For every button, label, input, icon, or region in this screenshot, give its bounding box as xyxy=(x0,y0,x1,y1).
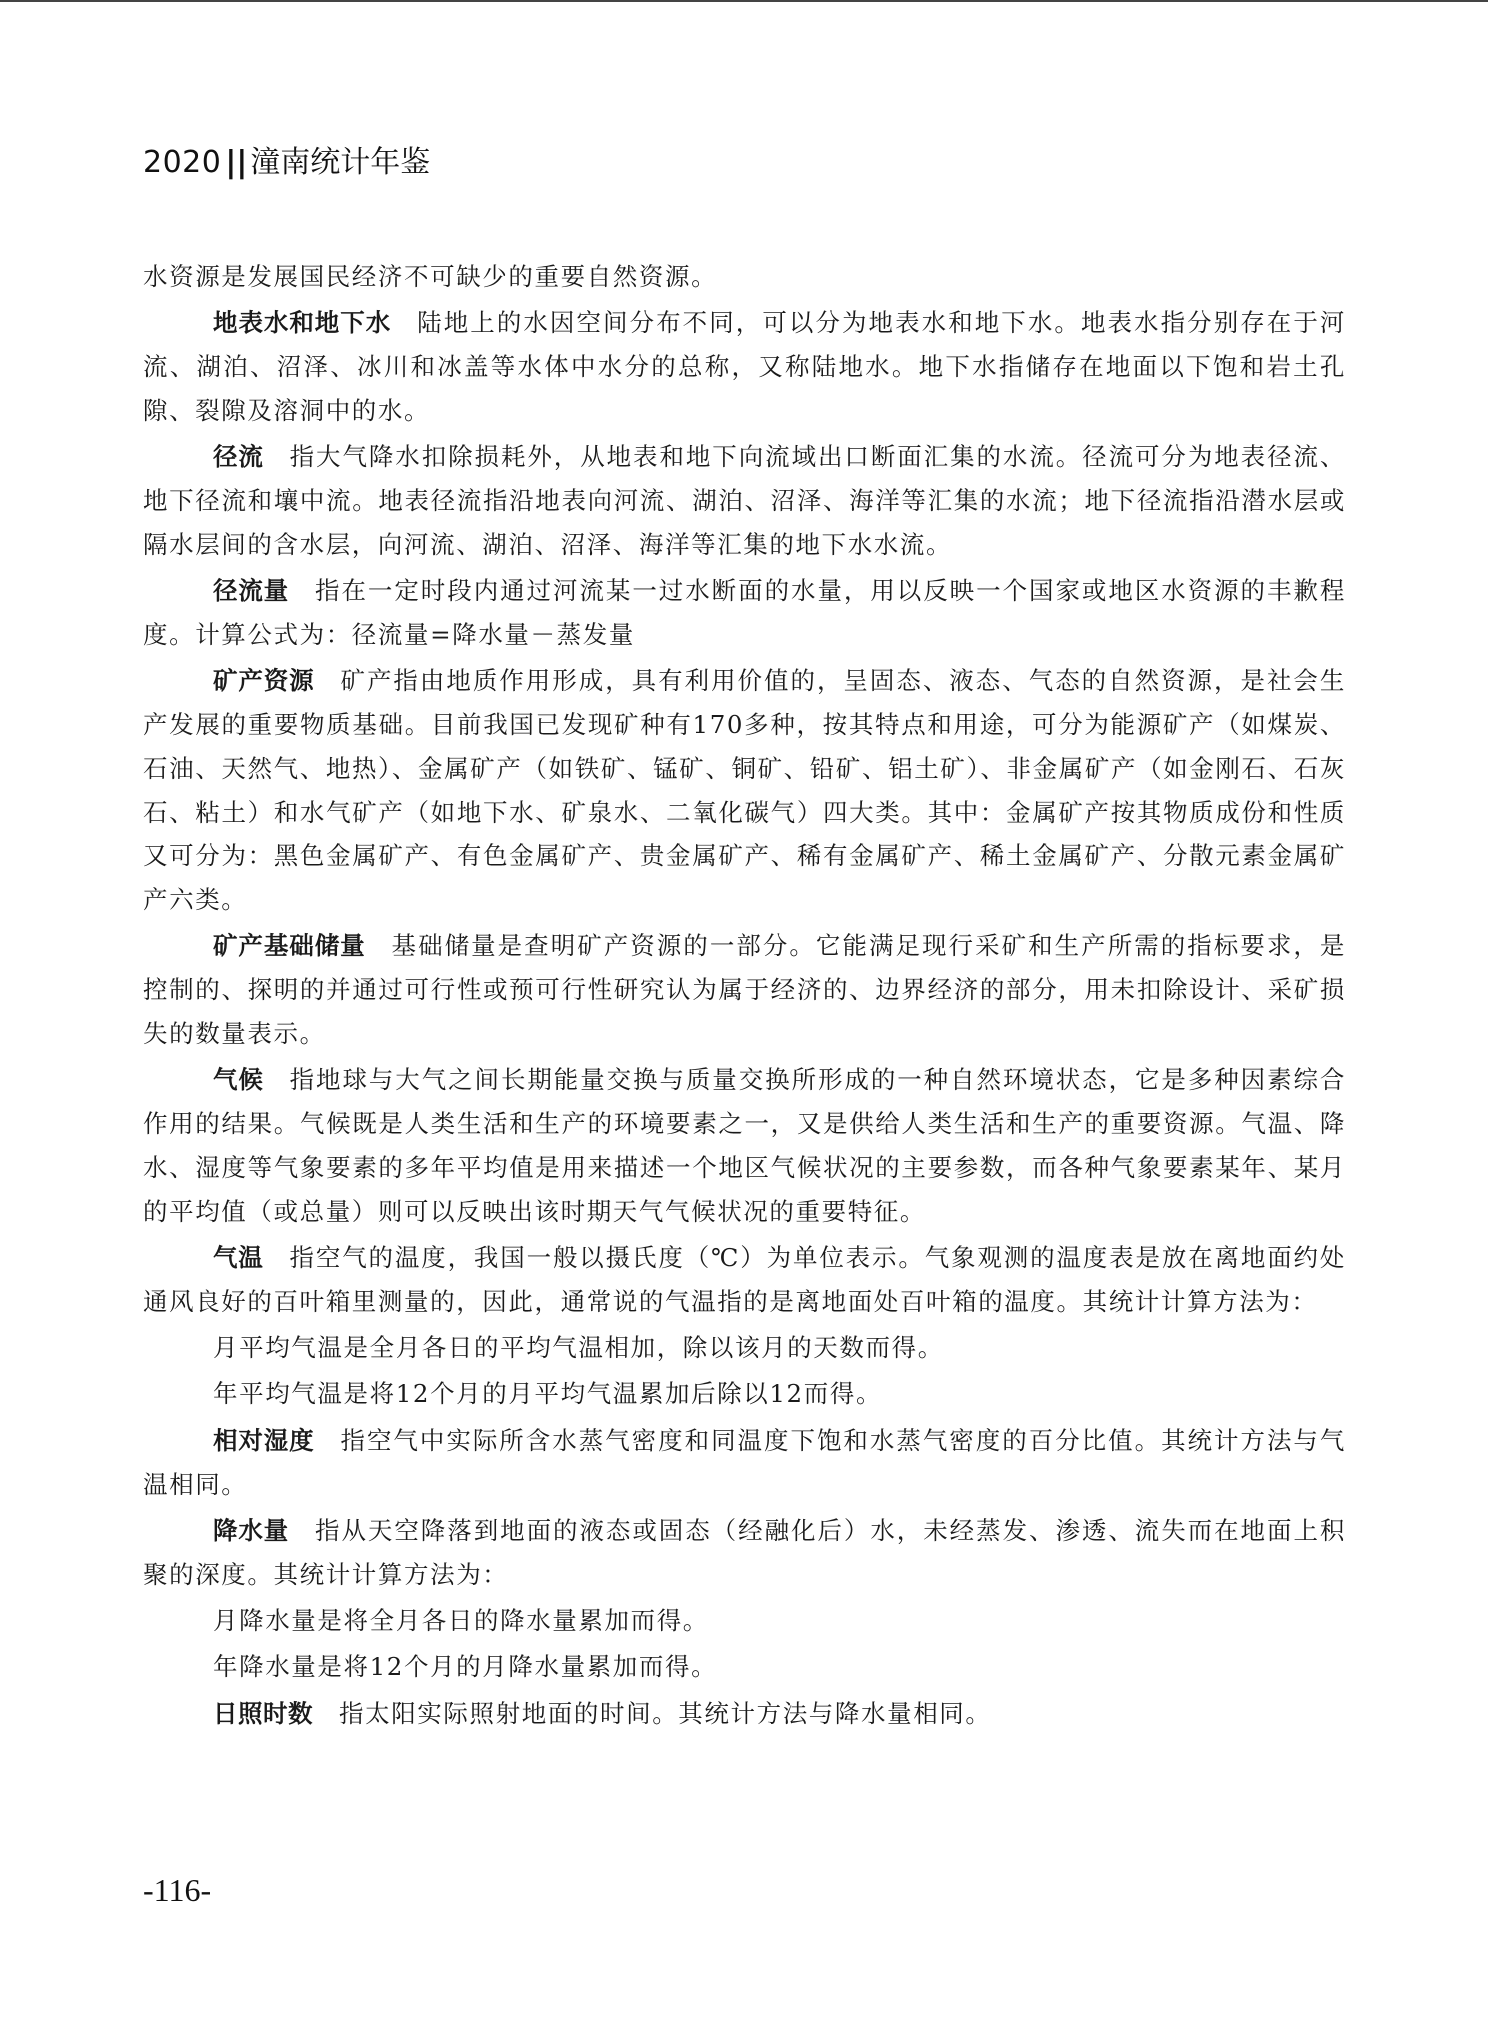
paragraph-climate xyxy=(143,1058,1346,1233)
paragraph-text: 指地球与大气之间长期能量交换与质量交换所形成的一种自然环境状态，它是多种因素综合作用的结果。气候既是人类生活和生产的环境要素之一，又是供给人类生活和生产的重要资源。气温、降水、湿度等气象要素的多年平均值是用来描述一个地区气候状况的主要参数，而各种气象要素某年、某月的平均值（或总量）则可以反映出该时期天气气候状况的重要特征。 xyxy=(143,1065,1347,1226)
paragraph-annual-precipitation xyxy=(143,1645,1346,1689)
term-heading: 径流量 xyxy=(213,576,290,606)
paragraph-text: 月平均气温是全月各日的平均气温相加，除以该月的天数而得。 xyxy=(213,1333,944,1363)
body-text xyxy=(143,255,1346,1738)
paragraph-runoff-volume xyxy=(143,569,1346,657)
header-year: 2020 xyxy=(143,145,222,180)
paragraph-mineral-resources xyxy=(143,659,1346,922)
paragraph-monthly-precipitation xyxy=(143,1599,1346,1643)
paragraph-annual-mean-temperature xyxy=(143,1372,1346,1416)
term-heading: 日照时数 xyxy=(213,1698,313,1728)
paragraph-text: 基础储量是查明矿产资源的一部分。它能满足现行采矿和生产所需的指标要求，是控制的、探明的并通过可行性或预可行性研究认为属于经济的、边界经济的部分，用未扣除设计、采矿损失的数量表示。 xyxy=(143,931,1346,1049)
paragraph-water-resource-conclusion xyxy=(143,255,1346,299)
term-heading: 相对湿度 xyxy=(213,1425,315,1455)
paragraph-runoff xyxy=(143,435,1346,566)
term-heading: 气温 xyxy=(213,1243,264,1273)
page-number: -116- xyxy=(143,1872,212,1908)
paragraph-monthly-mean-temperature xyxy=(143,1326,1346,1370)
term-heading: 地表水和地下水 xyxy=(213,308,392,338)
header-title: 潼南统计年鉴 xyxy=(250,145,431,180)
paragraph-text: 指空气中实际所含水蒸气密度和同温度下饱和水蒸气密度的百分比值。其统计方法与气温相同。 xyxy=(143,1425,1346,1499)
paragraph-text: 指在一定时段内通过河流某一过水断面的水量，用以反映一个国家或地区水资源的丰歉程度。计算公式为：径流量=降水量－蒸发量 xyxy=(143,576,1346,649)
paragraph-text: 矿产指由地质作用形成，具有利用价值的，呈固态、液态、气态的自然资源，是社会生产发展的重要物质基础。目前我国已发现矿种有170多种，按其特点和用途，可分为能源矿产（如煤炭、石油、天然气、地热）、金属矿产（如铁矿、锰矿、铜矿、铅矿、铝土矿）、非金属矿产（如金刚石、石灰石、粘土）和水气矿产（如地下水、矿泉水、二氧化碳气）四大类。其中：金属矿产按其物质成份和性质又可分为：黑色金属矿产、有色金属矿产、贵金属矿产、稀有金属矿产、稀土金属矿产、分散元素金属矿产六类。 xyxy=(143,666,1346,915)
term-heading: 矿产资源 xyxy=(213,666,315,696)
running-header xyxy=(143,143,430,183)
paragraph-text: 指空气的温度，我国一般以摄氏度（℃）为单位表示。气象观测的温度表是放在离地面约处通风良好的百叶箱里测量的，因此，通常说的气温指的是离地面处百叶箱的温度。其统计计算方法为： xyxy=(143,1243,1347,1316)
term-heading: 径流 xyxy=(213,442,264,472)
term-heading: 气候 xyxy=(213,1065,264,1095)
paragraph-text: 指太阳实际照射地面的时间。其统计方法与降水量相同。 xyxy=(339,1698,992,1728)
paragraph-text: 水资源是发展国民经济不可缺少的重要自然资源。 xyxy=(143,262,718,291)
paragraph-sunshine-hours xyxy=(143,1692,1346,1736)
paragraph-text: 年降水量是将12个月的月降水量累加而得。 xyxy=(213,1652,718,1682)
paragraph-text: 指从天空降落到地面的液态或固态（经融化后）水，未经蒸发、渗透、流失而在地面上积聚的深度。其统计计算方法为： xyxy=(143,1515,1346,1589)
term-heading: 降水量 xyxy=(213,1515,290,1545)
term-heading: 矿产基础储量 xyxy=(213,931,366,961)
header-separator: || xyxy=(225,145,248,180)
paragraph-text: 陆地上的水因空间分布不同，可以分为地表水和地下水。地表水指分别存在于河流、湖泊、沼泽、冰川和冰盖等水体中水分的总称，又称陆地水。地下水指储存在地面以下饱和岩土孔隙、裂隙及溶洞中的水。 xyxy=(143,308,1347,425)
top-border-rule xyxy=(0,0,1488,2)
paragraph-air-temperature xyxy=(143,1236,1346,1324)
paragraph-precipitation xyxy=(143,1509,1346,1597)
paragraph-mineral-base-reserves xyxy=(143,924,1346,1055)
paragraph-relative-humidity xyxy=(143,1419,1346,1507)
paragraph-text: 年平均气温是将12个月的月平均气温累加后除以12而得。 xyxy=(213,1379,883,1409)
paragraph-text: 指大气降水扣除损耗外，从地表和地下向流域出口断面汇集的水流。径流可分为地表径流、地下径流和壤中流。地表径流指沿地表向河流、湖泊、沼泽、海洋等汇集的水流；地下径流指沿潜水层或隔水层间的含水层，向河流、湖泊、沼泽、海洋等汇集的地下水水流。 xyxy=(143,442,1347,559)
paragraph-surface-groundwater xyxy=(143,301,1346,432)
paragraph-text: 月降水量是将全月各日的降水量累加而得。 xyxy=(213,1605,709,1635)
